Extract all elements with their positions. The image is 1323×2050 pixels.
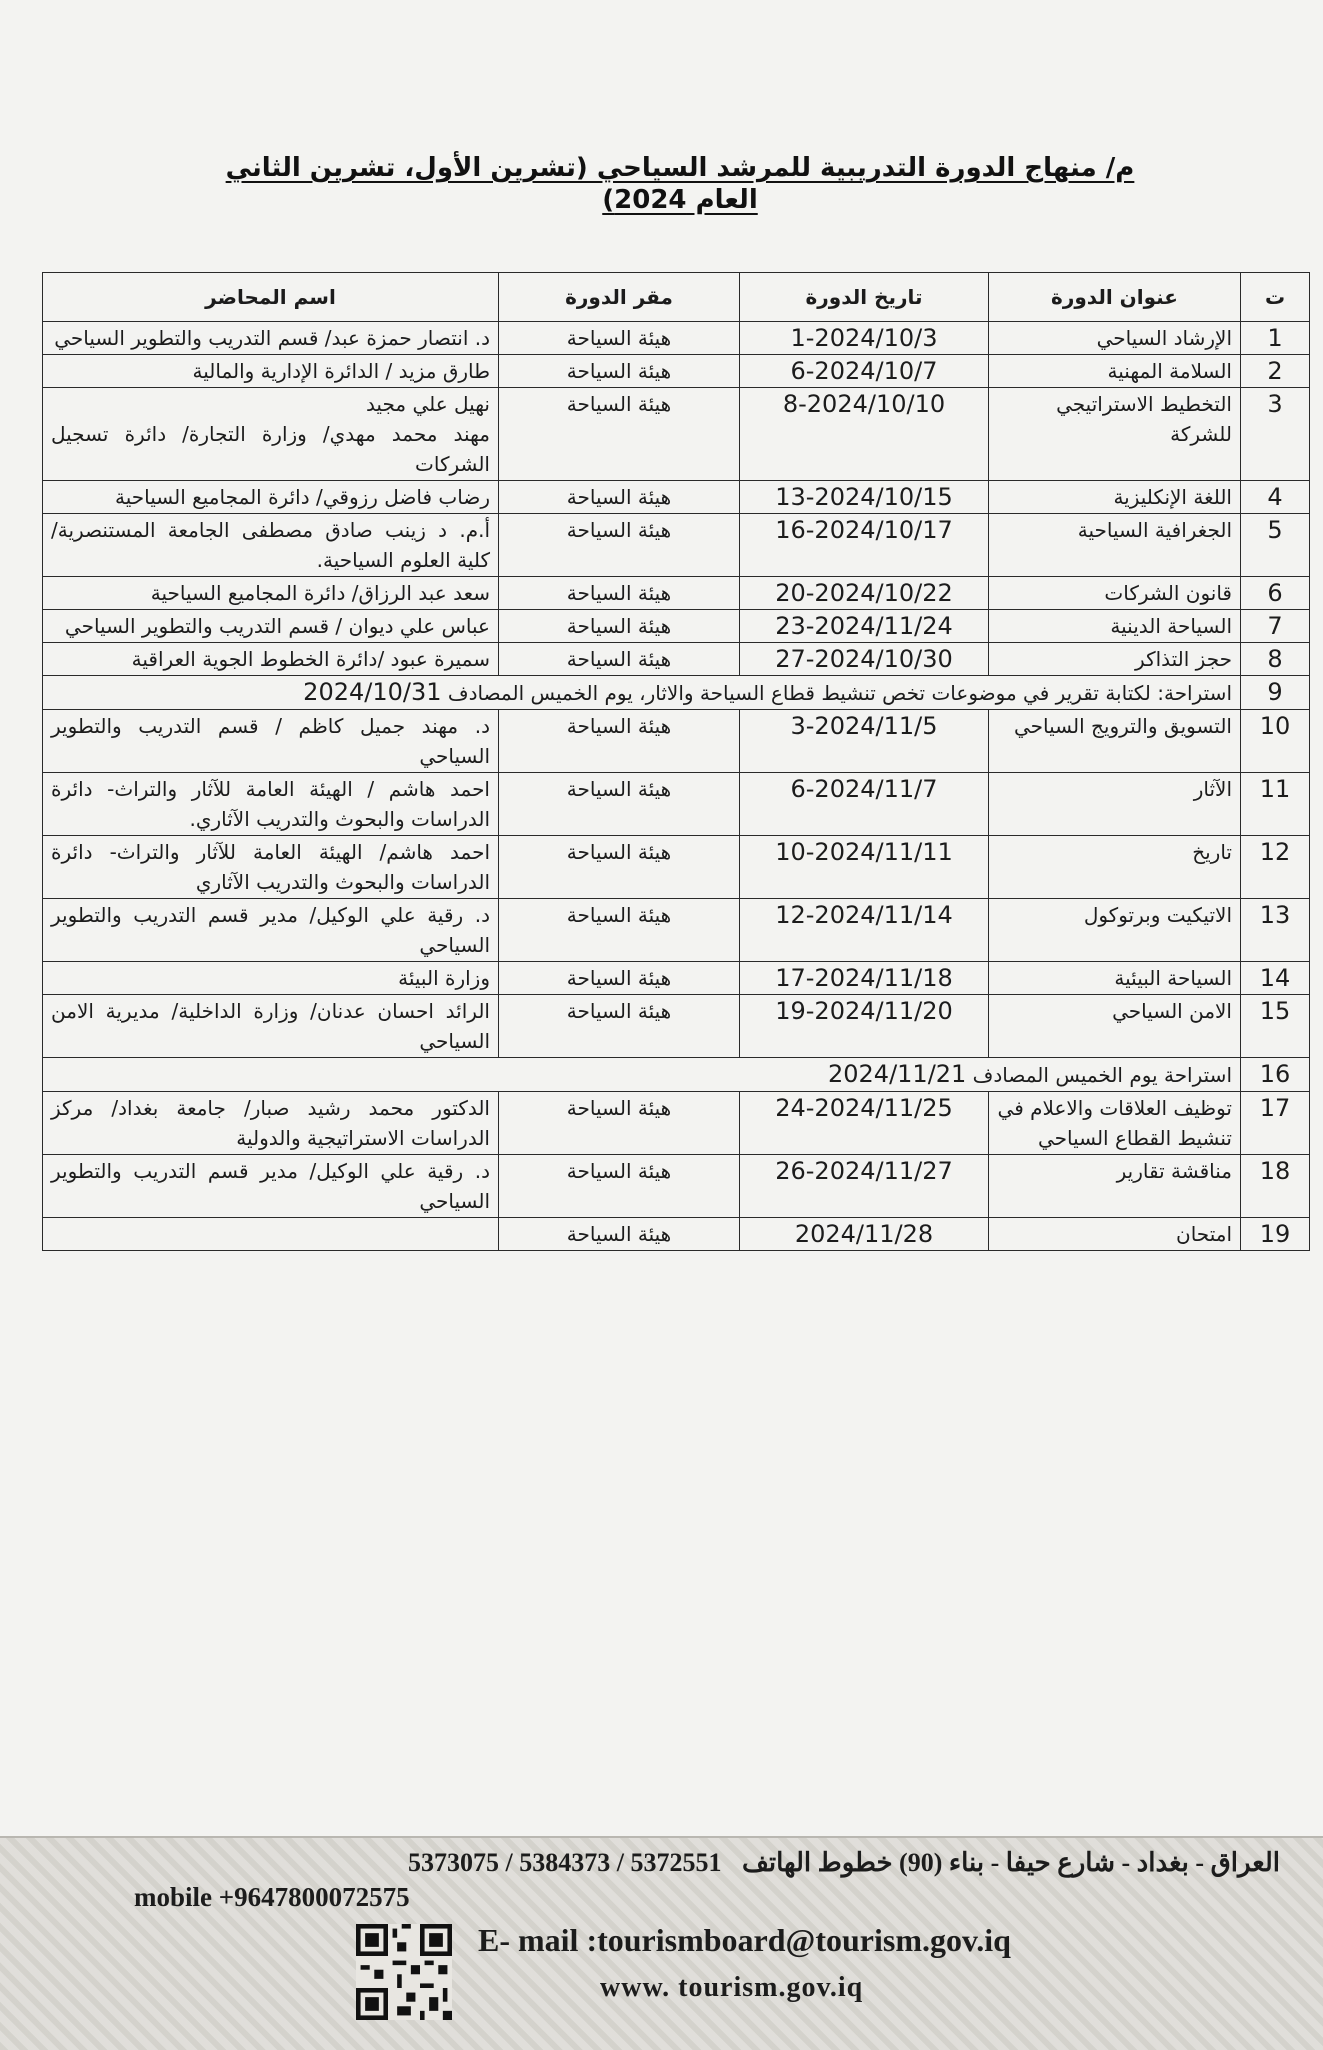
course-venue: هيئة السياحة [499,514,740,577]
lecturer-name: الرائد احسان عدنان/ وزارة الداخلية/ مديرية الامن السياحي [43,995,499,1058]
footer-email: E- mail :tourismboard@tourism.gov.iq [478,1922,1011,1958]
row-number: 18 [1241,1155,1310,1218]
table-row [43,322,1310,355]
qr-code-icon [356,1924,452,2020]
schedule-table [42,272,1310,1251]
break-note-date: 2024/11/21 [827,1060,967,1088]
course-venue: هيئة السياحة [499,995,740,1058]
row-number: 9 [1241,676,1310,710]
header-course: عنوان الدورة [989,273,1241,322]
break-note-text: استراحة يوم الخميس المصادف [972,1063,1232,1087]
course-venue: هيئة السياحة [499,355,740,388]
lecturer-name: نهيل علي مجيد مهند محمد مهدي/ وزارة التجارة/ دائرة تسجيل الشركات [43,388,499,481]
course-venue: هيئة السياحة [499,388,740,481]
course-date: 10-2024/11/11 [740,836,989,899]
course-title: توظيف العلاقات والاعلام في تنشيط القطاع السياحي [989,1092,1241,1155]
footer-address: العراق - بغداد - شارع حيفا - بناء (90) خطوط الهاتف [741,1848,1280,1877]
course-date: 17-2024/11/18 [740,962,989,995]
footer-address-line [130,1848,1280,1878]
break-note-text: استراحة: لكتابة تقرير في موضوعات تخص تنشيط قطاع السياحة والاثار، يوم الخميس المصادف [447,681,1232,705]
row-number: 16 [1241,1058,1310,1092]
lecturer-name: د. مهند جميل كاظم / قسم التدريب والتطوير السياحي [43,710,499,773]
course-venue: هيئة السياحة [499,610,740,643]
course-date: 3-2024/11/5 [740,710,989,773]
lecturer-name: الدكتور محمد رشيد صبار/ جامعة بغداد/ مركز الدراسات الاستراتيجية والدولية [43,1092,499,1155]
table-row [43,610,1310,643]
footer-mobile: mobile +9647800072575 [134,1882,410,1912]
course-venue: هيئة السياحة [499,481,740,514]
course-date: 19-2024/11/20 [740,995,989,1058]
table-row [43,710,1310,773]
table-row [43,514,1310,577]
table-row [43,643,1310,676]
table-body [43,322,1310,1251]
lecturer-name: د. انتصار حمزة عبد/ قسم التدريب والتطوير السياحي [43,322,499,355]
header-venue: مقر الدورة [499,273,740,322]
table-row [43,577,1310,610]
course-date: 23-2024/11/24 [740,610,989,643]
row-number: 1 [1241,322,1310,355]
lecturer-name: سعد عبد الرزاق/ دائرة المجاميع السياحية [43,577,499,610]
header-num: ت [1241,273,1310,322]
table-row [43,1218,1310,1251]
course-title: السياحة الدينية [989,610,1241,643]
footer-website: www. tourism.gov.iq [600,1972,864,2003]
table-row [43,773,1310,836]
lecturer-name: احمد هاشم / الهيئة العامة للآثار والتراث- دائرة الدراسات والبحوث والتدريب الآثاري. [43,773,499,836]
lecturer-name: وزارة البيئة [43,962,499,995]
course-date: 1-2024/10/3 [740,322,989,355]
break-note [43,1058,1241,1092]
footer-phones: 5373075 / 5384373 / 5372551 [408,1848,722,1877]
row-number: 19 [1241,1218,1310,1251]
course-venue: هيئة السياحة [499,322,740,355]
lecturer-name: أ.م. د زينب صادق مصطفى الجامعة المستنصرية/ كلية العلوم السياحية. [43,514,499,577]
break-note-date: 2024/10/31 [303,678,442,706]
table-header-row [43,273,1310,322]
row-number: 5 [1241,514,1310,577]
lecturer-name: د. رقية علي الوكيل/ مدير قسم التدريب والتطوير السياحي [43,899,499,962]
course-title: التخطيط الاستراتيجي للشركة [989,388,1241,481]
row-number: 11 [1241,773,1310,836]
course-title: الاتيكيت وبرتوكول [989,899,1241,962]
row-number: 3 [1241,388,1310,481]
row-number: 17 [1241,1092,1310,1155]
course-title: السياحة البيئية [989,962,1241,995]
table-row [43,1155,1310,1218]
course-title: امتحان [989,1218,1241,1251]
course-title: الآثار [989,773,1241,836]
table-row [43,1092,1310,1155]
lecturer-name: د. رقية علي الوكيل/ مدير قسم التدريب والتطوير السياحي [43,1155,499,1218]
course-title: التسويق والترويج السياحي [989,710,1241,773]
course-date: 8-2024/10/10 [740,388,989,481]
course-venue: هيئة السياحة [499,836,740,899]
course-title: اللغة الإنكليزية [989,481,1241,514]
row-number: 15 [1241,995,1310,1058]
row-number: 6 [1241,577,1310,610]
course-date: 27-2024/10/30 [740,643,989,676]
table-row [43,836,1310,899]
row-number: 13 [1241,899,1310,962]
lecturer-name: رضاب فاضل رزوقي/ دائرة المجاميع السياحية [43,481,499,514]
course-venue: هيئة السياحة [499,1218,740,1251]
lecturer-name [43,1218,499,1251]
table-row [43,388,1310,481]
table-row [43,676,1310,710]
course-title: حجز التذاكر [989,643,1241,676]
table-row [43,481,1310,514]
course-date: 2024/11/28 [740,1218,989,1251]
course-date: 6-2024/10/7 [740,355,989,388]
course-date: 16-2024/10/17 [740,514,989,577]
document-title [200,152,1160,216]
table-row [43,899,1310,962]
row-number: 2 [1241,355,1310,388]
course-date: 6-2024/11/7 [740,773,989,836]
title-text: م/ منهاج الدورة التدريبية للمرشد السياحي (تشرين الأول، تشرين الثاني العام 2024) [225,153,1135,215]
row-number: 12 [1241,836,1310,899]
table-row [43,1058,1310,1092]
course-date: 26-2024/11/27 [740,1155,989,1218]
course-venue: هيئة السياحة [499,710,740,773]
course-venue: هيئة السياحة [499,1155,740,1218]
break-note [43,676,1241,710]
course-venue: هيئة السياحة [499,1092,740,1155]
table-row [43,995,1310,1058]
course-title: الجغرافية السياحية [989,514,1241,577]
table-row [43,355,1310,388]
course-title: تاريخ [989,836,1241,899]
course-date: 20-2024/10/22 [740,577,989,610]
header-date: تاريخ الدورة [740,273,989,322]
course-venue: هيئة السياحة [499,899,740,962]
lecturer-name: طارق مزيد / الدائرة الإدارية والمالية [43,355,499,388]
table-row [43,962,1310,995]
row-number: 7 [1241,610,1310,643]
course-venue: هيئة السياحة [499,773,740,836]
row-number: 14 [1241,962,1310,995]
course-date: 24-2024/11/25 [740,1092,989,1155]
course-title: مناقشة تقارير [989,1155,1241,1218]
row-number: 10 [1241,710,1310,773]
course-title: قانون الشركات [989,577,1241,610]
lecturer-name: سميرة عبود /دائرة الخطوط الجوية العراقية [43,643,499,676]
lecturer-name: عباس علي ديوان / قسم التدريب والتطوير السياحي [43,610,499,643]
course-venue: هيئة السياحة [499,643,740,676]
course-date: 12-2024/11/14 [740,899,989,962]
course-venue: هيئة السياحة [499,577,740,610]
row-number: 8 [1241,643,1310,676]
lecturer-name: احمد هاشم/ الهيئة العامة للآثار والتراث- دائرة الدراسات والبحوث والتدريب الآثاري [43,836,499,899]
course-date: 13-2024/10/15 [740,481,989,514]
course-title: السلامة المهنية [989,355,1241,388]
course-venue: هيئة السياحة [499,962,740,995]
course-title: الإرشاد السياحي [989,322,1241,355]
course-title: الامن السياحي [989,995,1241,1058]
header-lecturer: اسم المحاضر [43,273,499,322]
row-number: 4 [1241,481,1310,514]
